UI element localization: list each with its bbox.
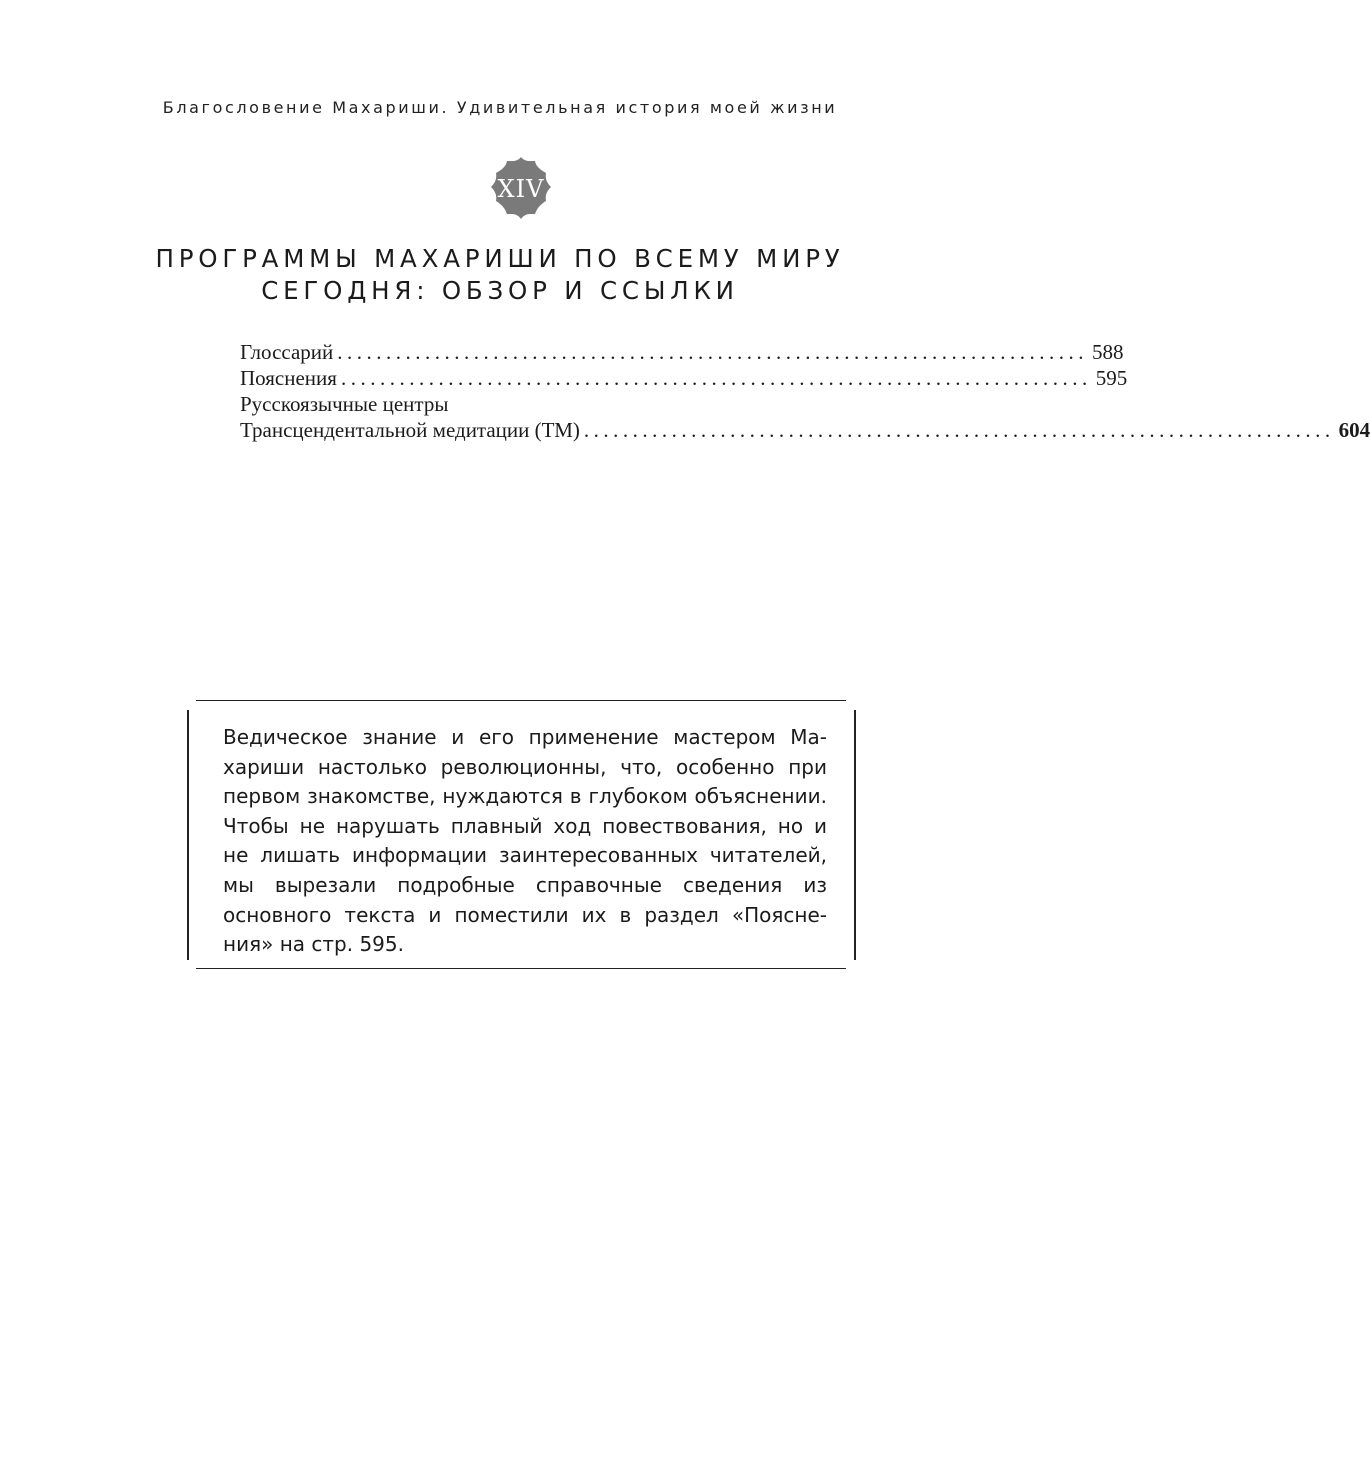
toc-entry-label: Русскоязычные центры — [240, 392, 449, 416]
note-line: хариши настолько революционны, что, особенно при — [223, 754, 827, 779]
toc-leader-dots: ............................................................................. — [340, 366, 1092, 390]
chapter-title — [0, 243, 1000, 307]
note-left-bar — [187, 710, 189, 960]
toc-entry-label: Глоссарий — [240, 340, 334, 364]
toc-entry[interactable] — [240, 365, 1128, 391]
toc-entry-page: 604 — [1338, 418, 1370, 442]
chapter-title-line: СЕГОДНЯ: ОБЗОР И ССЫЛКИ — [261, 276, 739, 305]
note-top-rule — [196, 700, 846, 701]
chapter-number-badge — [487, 155, 555, 223]
note-line: ния» на стр. 595. — [223, 932, 404, 957]
note-line: мы вырезали подробные справочные сведения из — [223, 872, 827, 897]
note-line: не лишать информации заинтересованных читателей, — [223, 843, 827, 868]
note-right-bar — [854, 710, 856, 960]
chapter-number: XIV — [497, 175, 545, 203]
note-line: основного текста и поместили их в раздел «Поясне- — [223, 902, 827, 927]
note-line: Ведическое знание и его применение мастером Ма- — [223, 725, 827, 749]
chapter-title-line: ПРОГРАММЫ МАХАРИШИ ПО ВСЕМУ МИРУ — [155, 244, 845, 273]
note-text — [223, 723, 827, 960]
running-head: Благословение Махариши. Удивительная история моей жизни — [162, 98, 838, 117]
toc-entry-label: Пояснения — [240, 366, 337, 390]
toc-entry-page: 595 — [1095, 366, 1128, 390]
toc-entry[interactable] — [240, 391, 790, 417]
toc-entry[interactable] — [240, 339, 1124, 365]
toc-entry-page: 588 — [1092, 340, 1124, 364]
toc-leader-dots: ............................................................................. — [337, 340, 1089, 364]
note-line: первом знакомстве, нуждаются в глубоком объяснении. — [223, 784, 827, 809]
note-bottom-rule — [196, 968, 846, 969]
toc-leader-dots: ............................................................................. — [583, 418, 1335, 442]
table-of-contents — [240, 339, 1370, 443]
toc-entry[interactable] — [240, 417, 1370, 443]
note-line: Чтобы не нарушать плавный ход повествования, но и — [223, 813, 827, 838]
toc-entry-label: Трансцендентальной медитации (ТМ) — [240, 418, 580, 442]
note-box — [187, 700, 856, 962]
